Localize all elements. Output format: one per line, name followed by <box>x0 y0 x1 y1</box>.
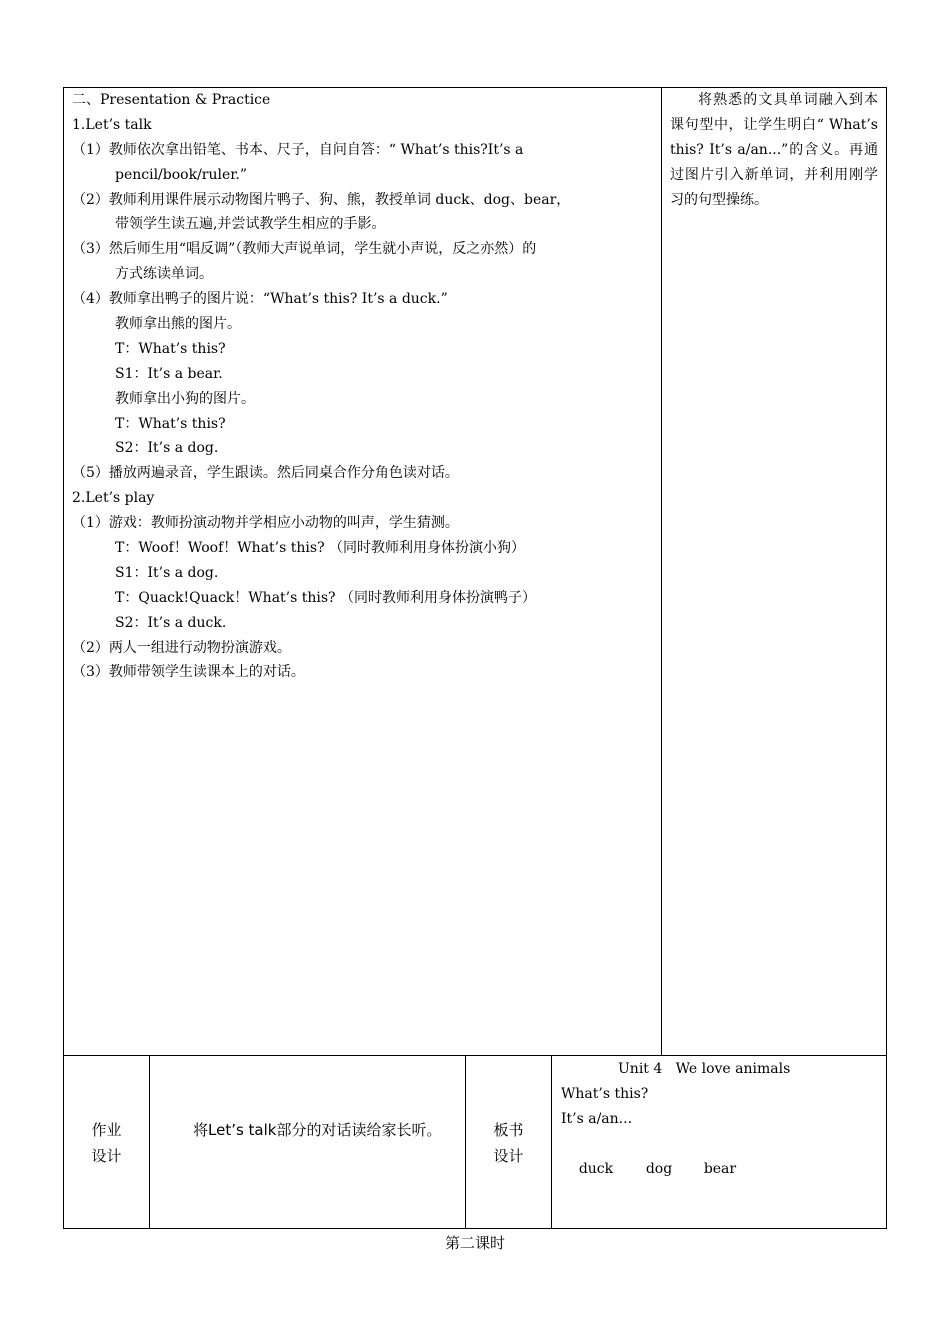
lesson-line: S1：It’s a bear. <box>115 365 223 382</box>
lesson-line: 方式练读单词。 <box>115 266 213 283</box>
board-design <box>561 1057 790 1207</box>
board-label-line2: 设计 <box>493 1147 524 1165</box>
lesson-line: （3）然后师生用“唱反调”（教师大声说单词，学生就小声说，反之亦然）的 <box>72 241 537 258</box>
board-line-2: It’s a/an... <box>561 1111 633 1127</box>
board-word: duck <box>578 1161 614 1177</box>
lesson-line: S2：It’s a duck. <box>115 614 227 631</box>
table-border-bottom <box>63 1228 887 1229</box>
lesson-line: （2）教师利用课件展示动物图片鸭子、狗、熊，教授单词 duck、dog、bear， <box>72 191 571 208</box>
lesson-line: （1）教师依次拿出铅笔、书本、尺子，自问自答：“ What’s this?It’s a <box>72 141 524 158</box>
board-words <box>561 1132 790 1207</box>
lesson-line: T：Quack!Quack！What’s this? （同时教师利用身体扮演鸭子） <box>115 589 537 606</box>
lesson-line: T：Woof！Woof！What’s this? （同时教师利用身体扮演小狗） <box>115 540 526 557</box>
lesson-line: （2）两人一组进行动物扮演游戏。 <box>72 639 291 656</box>
homework-label <box>64 1117 149 1169</box>
board-word: dog <box>645 1161 673 1177</box>
board-label-line1: 板书 <box>493 1121 524 1139</box>
lesson-line: 1.Let’s talk <box>72 116 152 133</box>
table-divider-board-label <box>551 1055 552 1229</box>
lesson-line: S2：It’s a dog. <box>115 440 219 457</box>
lesson-line: （5）播放两遍录音，学生跟读。然后同桌合作分角色读对话。 <box>72 465 459 482</box>
lesson-line: （3）教师带领学生读课本上的对话。 <box>72 664 305 681</box>
homework-content: 将Let’s talk部分的对话读给家长听。 <box>193 1121 442 1139</box>
page-footer: 第二课时 <box>444 1234 505 1252</box>
table-divider-horizontal <box>63 1055 887 1056</box>
design-note: 将熟悉的文具单词融入到本课句型中，让学生明白“ What’s this? It’s a/an...”的含义。再通过图片引入新单词，并利用刚学习的句型操练。 <box>670 92 878 208</box>
homework-label-line1: 作业 <box>91 1121 122 1139</box>
table-divider-note <box>661 87 662 1055</box>
homework-label-line2: 设计 <box>91 1147 122 1165</box>
lesson-line: 教师拿出熊的图片。 <box>115 316 241 333</box>
lesson-procedure <box>72 88 570 685</box>
lesson-line: T：What’s this? <box>115 340 226 357</box>
lesson-line: pencil/book/ruler.” <box>115 166 248 183</box>
lesson-line: （1）游戏：教师扮演动物并学相应小动物的叫声，学生猜测。 <box>72 515 459 532</box>
lesson-line: T：What’s this? <box>115 415 226 432</box>
board-title: Unit 4 We love animals <box>618 1061 791 1077</box>
table-divider-homework-label <box>149 1055 150 1229</box>
lesson-line: 教师拿出小狗的图片。 <box>115 390 255 407</box>
board-word: bear <box>703 1161 737 1177</box>
table-border-left <box>63 87 64 1229</box>
lesson-line: （4）教师拿出鸭子的图片说：“What’s this? It’s a duck.” <box>72 291 448 308</box>
table-border-right <box>886 87 887 1229</box>
board-label <box>466 1117 551 1169</box>
lesson-line: 二、Presentation & Practice <box>72 92 271 108</box>
lesson-line: S1：It’s a dog. <box>115 564 219 581</box>
lesson-line: 带领学生读五遍,并尝试教学生相应的手影。 <box>115 216 386 233</box>
lesson-line: 2.Let’s play <box>72 490 155 507</box>
board-line-1: What’s this? <box>561 1086 649 1102</box>
